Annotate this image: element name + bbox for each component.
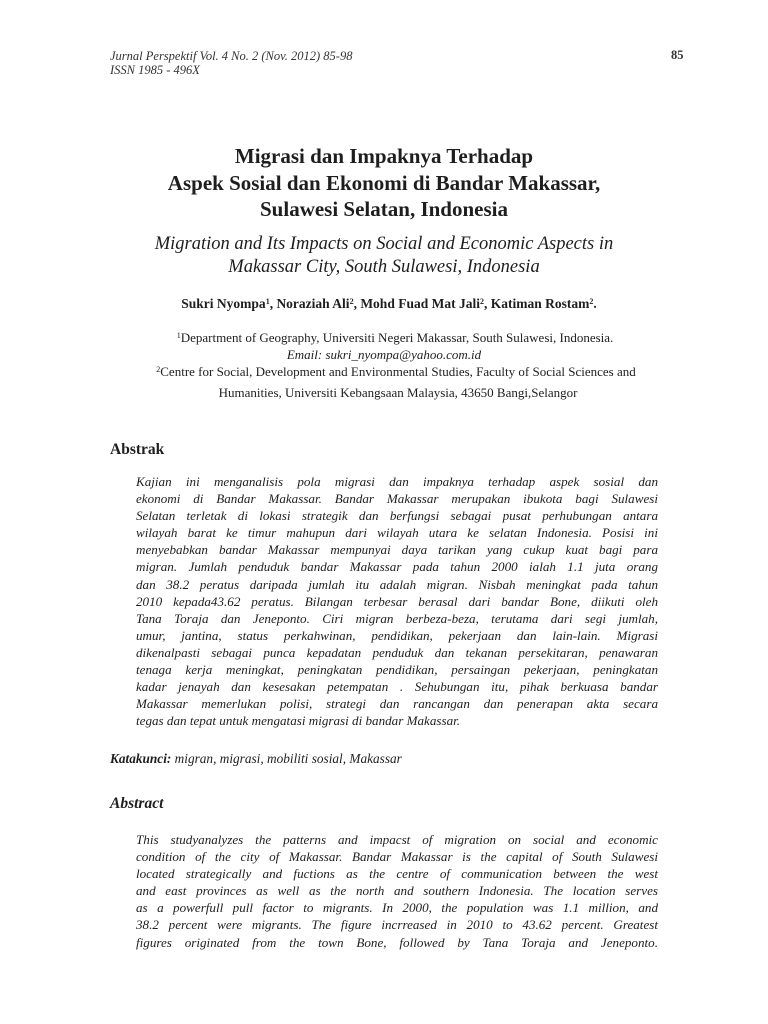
abstract-line: 38.2 percent were migrants. The figure incrreased in 2010 to 43.62 percent. Greatest [136,917,658,933]
abstrak-line: dikenalpasti sebagai punca kepadatan penduduk dan tekanan persekitaran, penawaran [136,644,658,660]
author-list [0,296,768,312]
subtitle-line: Migration and Its Impacts on Social and Economic Aspects in [154,234,614,254]
author-separator: , [483,296,491,311]
author-name: Sukri Nyompa [181,296,266,311]
author-separator: , [269,296,277,311]
abstract-line: figures originated from the town Bone, followed by Tana Toraja and Jeneponto. [136,934,658,950]
abstrak-line: tenaga kerja meningkat, peningkatan pendidikan, persaingan pekerjaan, peningkatan [136,662,658,678]
issn: ISSN 1985 - 496X [110,63,200,77]
paper-subtitle [0,233,768,279]
abstrak-line: Kajian ini menganalisis pola migrasi dan impaknya terhadap aspek sosial dan [136,474,658,489]
author-name: Noraziah Ali [276,296,350,311]
affiliation-2-continued: Humanities, Universiti Kebangsaan Malaysia, 43650 Bangi,Selangor [218,385,578,400]
author-name: Katiman Rostam [490,296,590,311]
abstract-line: condition of the city of Makassar. Bandar Makassar is the capital of South Sulawesi [136,849,658,865]
subtitle-line: Makassar City, South Sulawesi, Indonesia [228,257,540,277]
abstrak-body [136,473,658,729]
affiliation-text: Department of Geography, Universiti Negeri Makassar, South Sulawesi, Indonesia. [180,330,614,345]
title-line: Migrasi dan Impaknya Terhadap [234,144,534,168]
abstrak-line: tegas dan tepat untuk mengatasi migrasi di bandar Makassar. [136,713,461,729]
abstrak-line: 2010 kepada43.62 peratus. Bilangan terbesar berasal dari bandar Bone, diikuti oleh [136,593,658,609]
affiliation-text: Centre for Social, Development and Environmental Studies, Faculty of Social Sciences and [160,364,636,379]
author-affiliation-mark: 2 [589,297,594,306]
abstrak-heading: Abstrak [110,441,165,458]
abstrak-line: Makassar memerlukan polisi, strategi dan rancangan dan penerapan akta secara [136,696,658,712]
abstrak-line: menyebabkan bandar Makassar mempunyai daya tarikan yang cukup kuat bagi para [136,542,658,558]
abstract-line: located strategically and fuctions as the centre of communication between the west [136,866,658,882]
affiliation-mark: 2 [156,365,161,374]
keywords-label: Katakunci: [110,751,172,766]
abstrak-line: Tana Toraja dan Jeneponto. Ciri migran berbeza-beza, terutama dari segi jumlah, [136,610,658,626]
author-name: Mohd Fuad Mat Jali [360,296,480,311]
page-number: 85 [671,48,684,62]
abstrak-line: ekonomi di Bandar Makassar. Bandar Makassar merupakan ibukota bagi Sulawesi [136,491,658,507]
author-separator: , [353,296,361,311]
running-header [110,49,352,77]
paper-title [0,143,768,223]
abstract-line: This studyanalyzes the patterns and impacst of migration on social and economic [136,832,658,847]
affiliation-1 [0,330,768,346]
abstrak-line: Selatan terletak di lokasi strategik dan berfungsi sebagai pusat perhubungan antara [136,508,658,524]
author-separator: . [593,296,597,311]
abstrak-line: wilayah barat ke timur mahupun dari wilayah utara ke selatan Indonesia. Posisi ini [136,525,658,541]
author-affiliation-mark: 2 [349,297,354,306]
affiliation-mark: 1 [176,331,181,340]
keywords [110,751,402,767]
abstract-line: as a powerfull pull factor to migrants. In 2000, the population was 1.1 million, and [136,900,658,916]
author-affiliation-mark: 2 [479,297,484,306]
keywords-value: migran, migrasi, mobiliti sosial, Makassar [171,751,402,766]
title-line: Sulawesi Selatan, Indonesia [260,197,508,221]
author-affiliation-mark: 1 [265,297,270,306]
abstract-body [136,831,658,951]
abstract-heading: Abstract [110,795,164,812]
affiliation-2 [0,364,768,380]
abstrak-line: migran. Jumlah penduduk bandar Makassar pada tahun 2000 ialah 1.1 juta orang [136,559,658,575]
abstract-line: and east provinces as well as the north and southern Indonesia. The location serves [136,883,658,899]
journal-citation: Jurnal Perspektif Vol. 4 No. 2 (Nov. 2012) 85-98 [110,49,353,63]
author-email: Email: sukri_nyompa@yahoo.com.id [286,347,482,362]
abstrak-line: kadar jenayah dan kesesakan petempatan . Sehubungan itu, pihak berkuasa bandar [136,679,658,695]
abstrak-line: dan 38.2 peratus daripada jumlah itu adalah migran. Nisbah meningkat pada tahun [136,576,658,592]
title-line: Aspek Sosial dan Ekonomi di Bandar Makassar, [167,170,601,195]
abstrak-line: umur, jantina, status perkahwinan, pendidikan, pekerjaan dan lain-lain. Migrasi [136,627,658,643]
